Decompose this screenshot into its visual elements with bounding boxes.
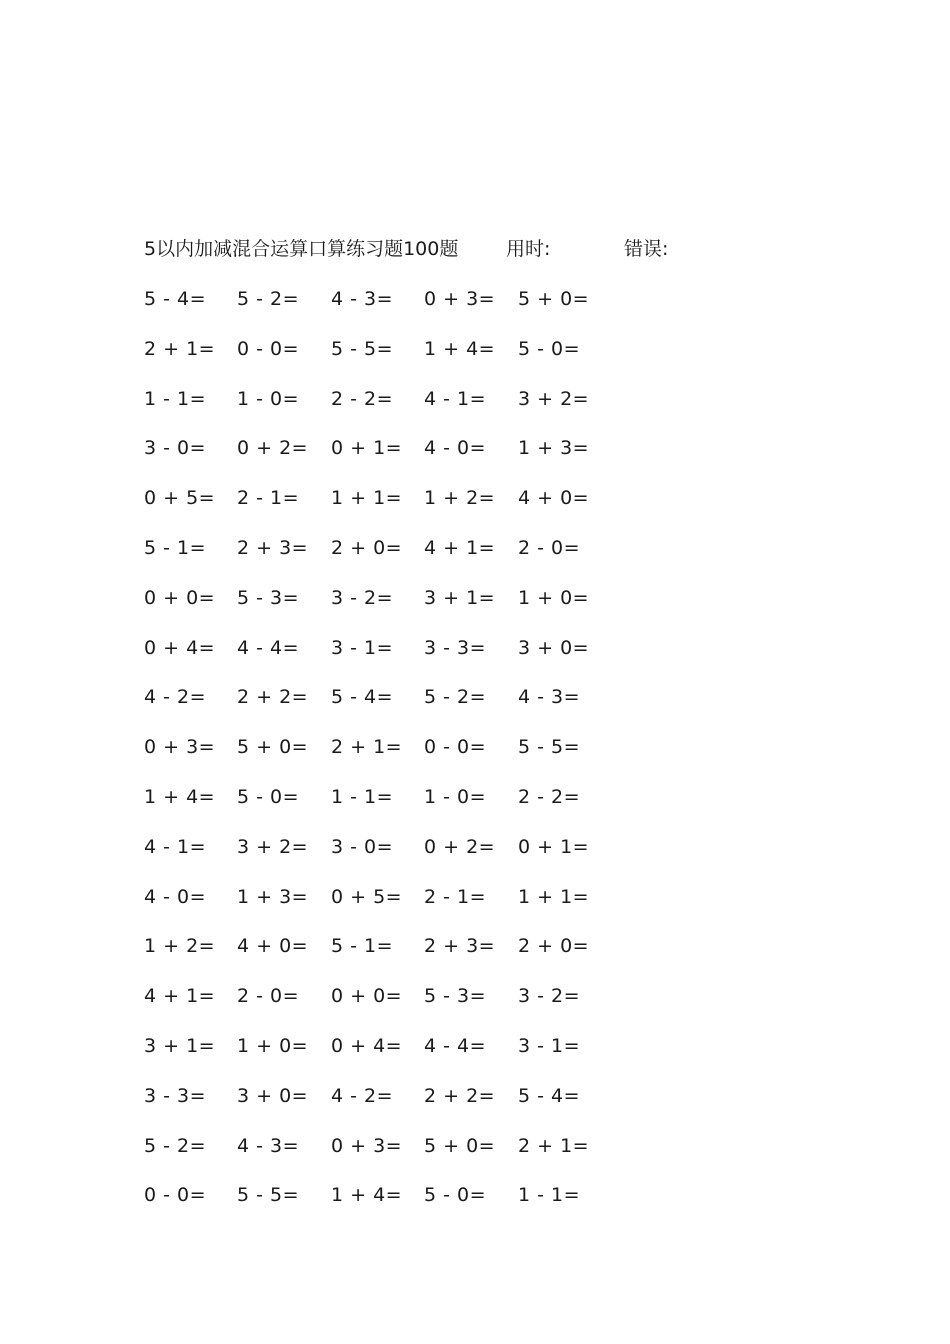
problem-row [144,533,644,583]
math-problem: 5 - 2= [424,686,487,709]
math-problem: 1 - 0= [424,785,487,808]
math-problem: 4 - 2= [331,1084,394,1107]
math-problem: 3 - 0= [331,835,394,858]
math-problem: 2 - 2= [518,785,581,808]
problem-row [144,633,644,683]
math-problem: 5 - 2= [237,288,300,310]
math-problem: 1 - 1= [331,785,394,808]
math-problem: 5 - 3= [237,586,300,609]
math-problem: 5 - 0= [518,337,581,360]
math-problem: 2 + 1= [331,736,403,759]
math-problem: 4 - 4= [424,1034,487,1057]
math-problem: 1 + 3= [518,437,590,460]
math-problem: 4 - 1= [144,835,207,858]
worksheet-title: 5以内加减混合运算口算练习题100题 [144,238,459,260]
math-problem: 5 - 2= [144,1134,207,1157]
problem-row [144,981,644,1031]
math-problem: 5 - 1= [144,536,207,559]
problem-row [144,682,644,732]
math-problem: 5 - 3= [424,985,487,1008]
math-problem: 1 - 1= [144,387,207,410]
math-problem: 2 - 2= [331,387,394,410]
math-problem: 0 + 5= [331,885,403,908]
math-problem: 0 + 3= [331,1134,403,1157]
math-problem: 4 - 1= [424,387,487,410]
math-problem: 1 - 0= [237,387,300,410]
math-problem: 3 + 2= [518,387,590,410]
math-problem: 3 - 3= [424,636,487,659]
math-problem: 3 - 2= [331,586,394,609]
math-problem: 2 + 3= [424,935,496,958]
math-problem: 4 - 2= [144,686,207,709]
math-problem: 4 - 0= [424,437,487,460]
math-problem: 4 + 1= [144,985,216,1008]
math-problem: 3 - 0= [144,437,207,460]
math-problem: 0 + 1= [518,835,590,858]
math-problem: 5 - 1= [331,935,394,958]
math-problem: 1 + 3= [237,885,309,908]
math-problem: 3 + 0= [237,1084,309,1107]
math-problem: 0 + 4= [144,636,216,659]
problem-row [144,433,644,483]
math-problem: 1 + 4= [331,1184,403,1207]
math-problem: 1 + 4= [144,785,216,808]
math-problem: 1 + 2= [144,935,216,958]
math-problem: 3 + 1= [144,1034,216,1057]
math-problem: 0 + 3= [424,288,496,310]
problem-row [144,583,644,633]
math-problem: 2 - 1= [424,885,487,908]
math-problem: 1 + 1= [518,885,590,908]
math-problem: 0 + 2= [237,437,309,460]
math-problem: 0 + 5= [144,487,216,510]
math-problem: 4 + 0= [518,487,590,510]
math-problem: 0 + 2= [424,835,496,858]
math-problem: 5 + 0= [518,288,590,310]
math-problem: 5 + 0= [424,1134,496,1157]
error-count-label: 错误: [624,238,669,260]
math-problem: 3 - 2= [518,985,581,1008]
math-problem: 5 - 5= [518,736,581,759]
math-problem: 4 + 1= [424,536,496,559]
math-problem: 1 + 1= [331,487,403,510]
problem-row [144,1131,644,1181]
math-problem: 5 - 4= [144,288,207,310]
math-problem: 3 - 1= [518,1034,581,1057]
math-problem: 2 + 0= [331,536,403,559]
math-problem: 1 + 0= [518,586,590,609]
math-problem: 0 + 1= [331,437,403,460]
math-problem: 5 - 0= [424,1184,487,1207]
problem-row [144,1081,644,1131]
problem-row [144,931,644,981]
time-used-label: 用时: [506,238,551,260]
worksheet-header [144,234,844,264]
problem-row [144,732,644,782]
math-problem: 1 + 2= [424,487,496,510]
math-problem: 0 - 0= [237,337,300,360]
problem-row [144,284,644,334]
problem-row [144,782,644,832]
math-problem: 5 - 5= [237,1184,300,1207]
math-problem: 0 + 0= [331,985,403,1008]
math-problem: 5 + 0= [237,736,309,759]
problem-row [144,1180,644,1230]
math-problem: 3 + 1= [424,586,496,609]
math-problem: 0 + 3= [144,736,216,759]
math-problem: 2 + 1= [144,337,216,360]
math-problem: 0 + 0= [144,586,216,609]
math-problem: 2 - 0= [237,985,300,1008]
problem-grid [144,284,644,1230]
math-problem: 0 - 0= [424,736,487,759]
math-problem: 4 - 0= [144,885,207,908]
math-problem: 0 + 4= [331,1034,403,1057]
problem-row [144,832,644,882]
problem-row [144,882,644,932]
math-problem: 4 + 0= [237,935,309,958]
math-problem: 2 - 1= [237,487,300,510]
math-problem: 5 - 0= [237,785,300,808]
problem-row [144,334,644,384]
math-problem: 4 - 4= [237,636,300,659]
math-problem: 4 - 3= [237,1134,300,1157]
math-problem: 2 + 3= [237,536,309,559]
math-problem: 2 + 2= [424,1084,496,1107]
math-problem: 1 + 0= [237,1034,309,1057]
math-problem: 3 + 0= [518,636,590,659]
math-problem: 1 + 4= [424,337,496,360]
math-problem: 5 - 4= [518,1084,581,1107]
math-problem: 3 - 3= [144,1084,207,1107]
math-problem: 2 + 0= [518,935,590,958]
math-problem: 3 + 2= [237,835,309,858]
math-problem: 2 + 2= [237,686,309,709]
math-problem: 5 - 4= [331,686,394,709]
math-problem: 2 - 0= [518,536,581,559]
math-problem: 4 - 3= [331,288,394,310]
math-problem: 0 - 0= [144,1184,207,1207]
math-problem: 4 - 3= [518,686,581,709]
problem-row [144,483,644,533]
math-problem: 2 + 1= [518,1134,590,1157]
math-problem: 1 - 1= [518,1184,581,1207]
math-problem: 3 - 1= [331,636,394,659]
problem-row [144,384,644,434]
math-problem: 5 - 5= [331,337,394,360]
problem-row [144,1031,644,1081]
